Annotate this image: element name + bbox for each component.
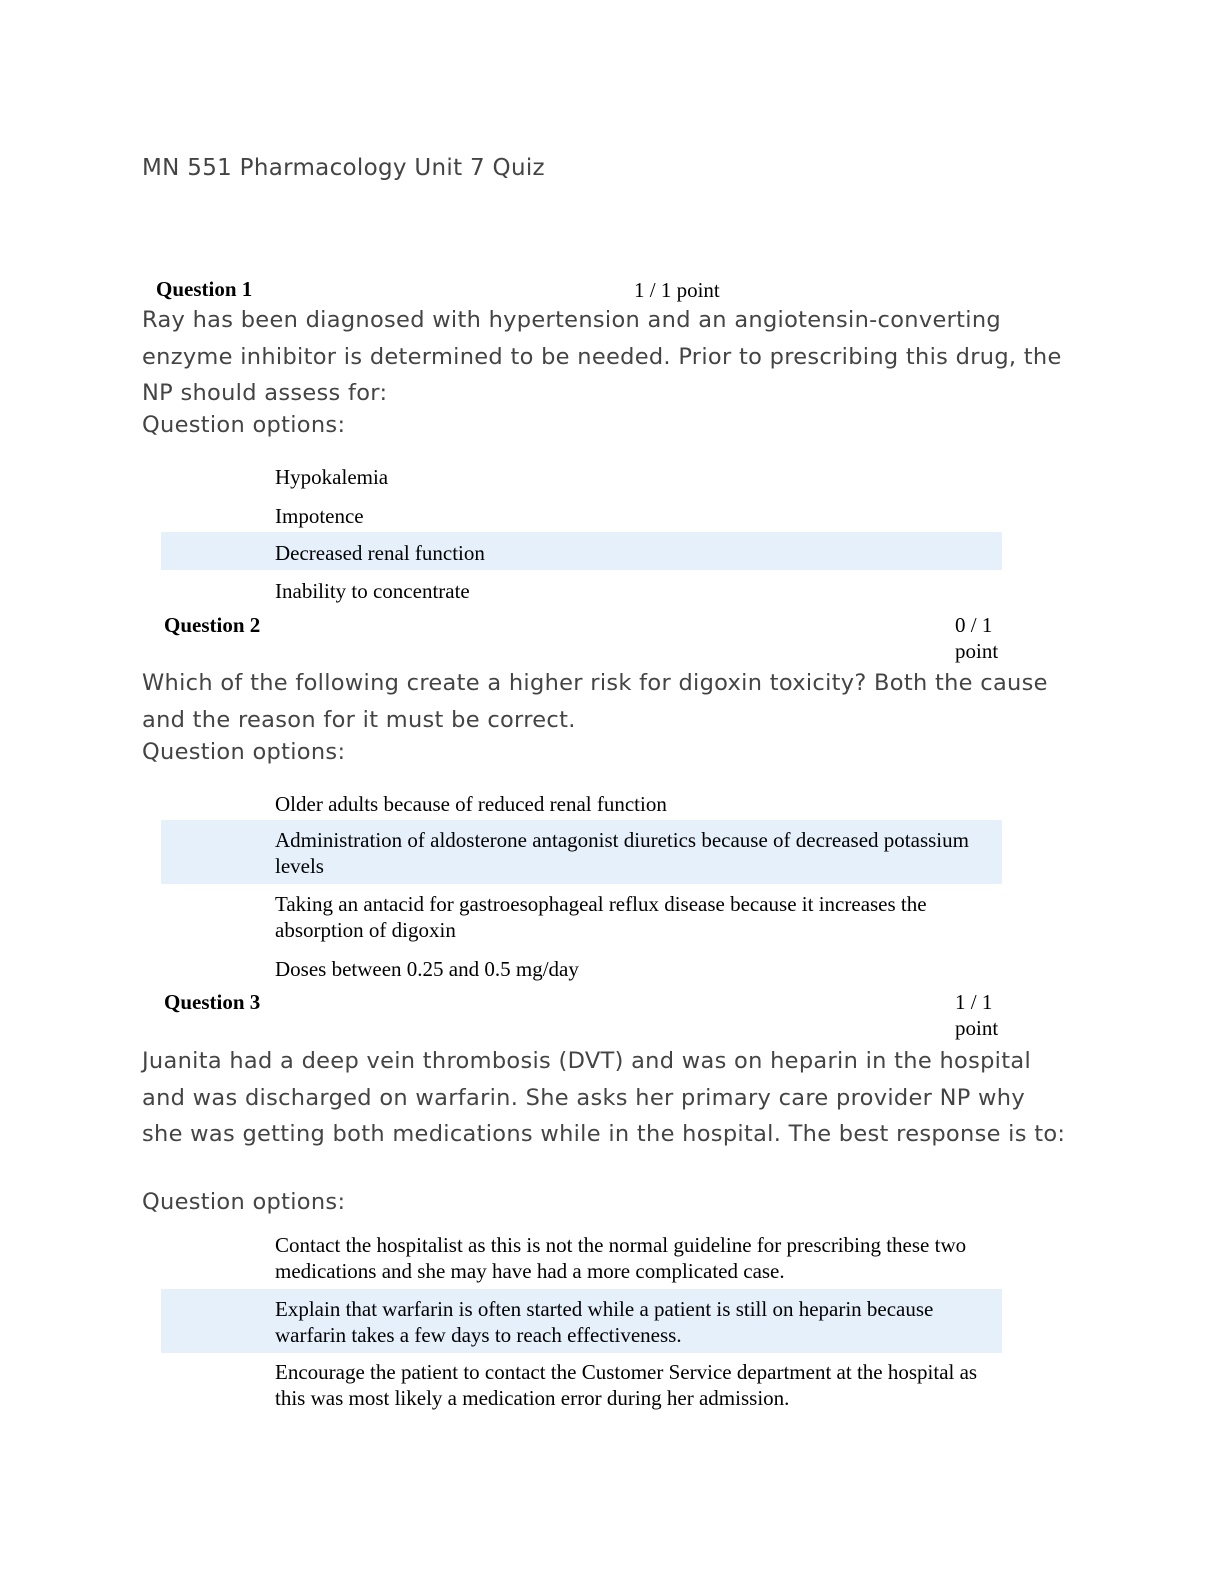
document-title: MN 551 Pharmacology Unit 7 Quiz: [142, 155, 545, 181]
question-text: Which of the following create a higher risk for digoxin toxicity? Both the cause and the reason for it must be correct.: [142, 670, 1048, 733]
answer-option-selected[interactable]: Explain that warfarin is often started while a patient is still on heparin because warfarin takes a few days to reach effectiveness.: [161, 1289, 1002, 1353]
question-options-label: Question options:: [142, 412, 346, 438]
answer-option[interactable]: Doses between 0.25 and 0.5 mg/day: [275, 957, 579, 981]
answer-option-selected[interactable]: Decreased renal function: [161, 532, 1002, 570]
answer-option[interactable]: Older adults because of reduced renal function: [275, 792, 667, 816]
answer-option-selected[interactable]: Administration of aldosterone antagonist diuretics because of decreased potassium levels: [161, 820, 1002, 884]
question-label: Question 1: [156, 277, 253, 301]
question-text: Ray has been diagnosed with hypertension and an angiotensin-converting enzyme inhibitor is determined to be needed. Prior to prescribing this drug, the NP should assess for:: [142, 307, 1062, 406]
question-options-label: Question options:: [142, 739, 346, 765]
question-score: 1 / 1 point: [634, 278, 720, 302]
answer-option[interactable]: Hypokalemia: [275, 465, 389, 489]
question-text: Juanita had a deep vein thrombosis (DVT) and was on heparin in the hospital and was discharged on warfarin. She asks her primary care provider NP why she was getting both medications while in the hospital. The best response is to:: [142, 1048, 1066, 1147]
question-label: Question 2: [164, 613, 261, 637]
answer-option[interactable]: Taking an antacid for gastroesophageal reflux disease because it increases the absorption of digoxin: [275, 892, 927, 942]
question-options-label: Question options:: [142, 1189, 346, 1215]
answer-option[interactable]: Inability to concentrate: [275, 579, 470, 603]
question-score: 1 / 1 point: [955, 990, 999, 1040]
question-label: Question 3: [164, 990, 261, 1014]
question-score: 0 / 1 point: [955, 613, 999, 663]
answer-option[interactable]: Encourage the patient to contact the Customer Service department at the hospital as this was most likely a medication error during her admission.: [275, 1360, 978, 1410]
answer-option[interactable]: Impotence: [275, 504, 364, 528]
answer-option[interactable]: Contact the hospitalist as this is not the normal guideline for prescribing these two medications and she may have had a more complicated case.: [275, 1233, 967, 1283]
